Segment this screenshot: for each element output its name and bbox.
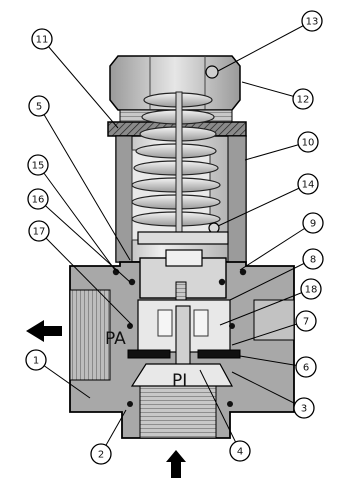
callout-number: 11 (35, 34, 49, 46)
adjusting-screw (206, 66, 218, 78)
callout-8 (303, 249, 323, 269)
callout-3 (294, 398, 314, 418)
callout-9 (303, 213, 323, 233)
callout-number: 14 (301, 179, 315, 191)
callout-number: 9 (309, 218, 317, 230)
callout-number: 4 (236, 446, 244, 458)
callout-number: 6 (302, 362, 310, 374)
seal-disc-right (198, 350, 240, 358)
callout-17 (29, 221, 49, 241)
callout-number: 18 (304, 284, 318, 296)
callout-16 (28, 189, 48, 209)
callout-number: 1 (32, 355, 40, 367)
callout-number: 17 (32, 226, 46, 238)
callout-12 (293, 89, 313, 109)
callout-15 (28, 155, 48, 175)
arrow-left-icon (26, 320, 62, 342)
callout-11 (32, 29, 52, 49)
callout-number: 8 (309, 254, 317, 266)
callout-13 (302, 11, 322, 31)
callout-number: 12 (296, 94, 310, 106)
spring-seat (138, 232, 228, 244)
callout-number: 7 (302, 316, 310, 328)
callout-1 (26, 350, 46, 370)
callout-number: 15 (31, 160, 45, 172)
callout-number: 5 (35, 101, 43, 113)
callout-14 (298, 174, 318, 194)
callout-7 (296, 311, 316, 331)
arrow-up-icon (166, 450, 186, 478)
callout-number: 2 (97, 449, 105, 461)
callout-2 (91, 444, 111, 464)
piston-assembly (140, 250, 226, 304)
callout-5 (29, 96, 49, 116)
callout-6 (296, 357, 316, 377)
callout-number: 16 (31, 194, 45, 206)
callout-18 (301, 279, 321, 299)
callout-number: 13 (305, 16, 319, 28)
callout-4 (230, 441, 250, 461)
callout-10 (298, 132, 318, 152)
callout-number: 3 (300, 403, 308, 415)
port-label-pi: PI (172, 371, 188, 391)
port-label-pa: PA (105, 329, 126, 349)
seal-disc-left (128, 350, 170, 358)
spring-guide (176, 92, 182, 232)
callout-number: 10 (301, 137, 315, 149)
